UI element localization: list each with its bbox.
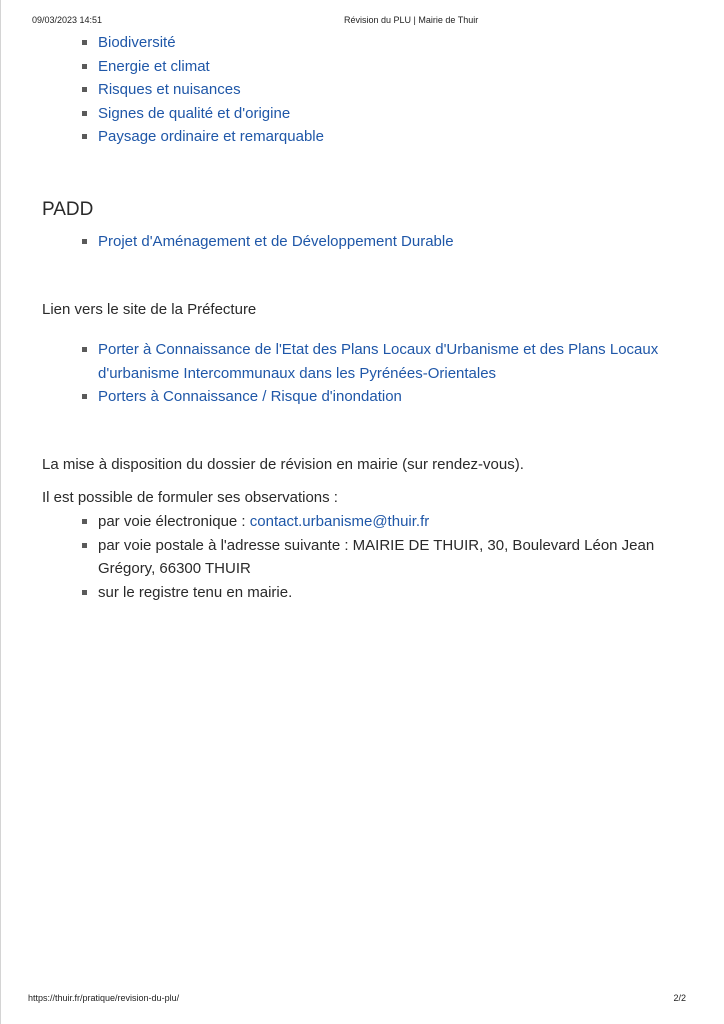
link-energie-climat[interactable]: Energie et climat [98,57,210,75]
square-bullet-icon [82,134,87,139]
print-datetime: 09/03/2023 14:51 [32,15,103,25]
email-link[interactable]: contact.urbanisme@thuir.fr [249,513,430,530]
square-bullet-icon [82,40,87,45]
list-item [82,385,692,409]
list-item [82,55,324,79]
prefecture-link-list [82,338,692,409]
square-bullet-icon [82,519,87,524]
link-signes-qualite[interactable]: Signes de qualité et d'origine [98,104,291,122]
link-line-1: Porter à Connaissance de l'Etat des Plans Locaux d'Urbanisme et des Plans Locaux [98,341,659,358]
square-bullet-icon [82,543,87,548]
link-risque-inondation[interactable]: Porters à Connaissance / Risque d'inondation [98,388,402,405]
prefecture-label: Lien vers le site de la Préfecture [42,301,257,318]
list-item [82,510,692,534]
electronic-prefix: par voie électronique : [98,513,250,530]
list-item [82,125,324,149]
link-porter-a-connaissance-plu[interactable] [98,341,658,382]
postal-address-line-2: Grégory, 66300 THUIR [98,560,251,577]
square-bullet-icon [82,87,87,92]
square-bullet-icon [82,111,87,116]
page-edge-line [0,0,1,1024]
link-padd-document[interactable]: Projet d'Aménagement et de Développement Durable [98,233,454,250]
print-footer [28,993,686,1007]
observations-list [82,510,692,604]
square-bullet-icon [82,64,87,69]
padd-link-list [82,230,454,254]
print-page-title: Révision du PLU | Mairie de Thuir [344,15,479,25]
postal-address-line-1: par voie postale à l'adresse suivante : MAIRIE DE THUIR, 30, Boulevard Léon Jean [98,536,655,554]
register-text: sur le registre tenu en mairie. [98,583,293,601]
square-bullet-icon [82,590,87,595]
padd-heading: PADD [42,199,94,220]
list-item [82,31,324,55]
mise-a-disposition-text: La mise à disposition du dossier de révision en mairie (sur rendez-vous). [42,456,524,473]
page-number: 2/2 [673,993,686,1003]
square-bullet-icon [82,347,87,352]
list-item [82,230,454,254]
list-item [82,338,692,385]
observations-intro: Il est possible de formuler ses observations : [42,489,338,506]
print-page-url: https://thuir.fr/pratique/revision-du-plu/ [28,993,180,1003]
link-biodiversite[interactable]: Biodiversité [98,34,176,51]
link-risques-nuisances[interactable]: Risques et nuisances [98,81,241,98]
list-item [82,534,692,581]
theme-link-list [82,31,324,149]
square-bullet-icon [82,394,87,399]
link-line-2: d'urbanisme Intercommunaux dans les Pyrénées-Orientales [98,364,497,382]
list-item [82,102,324,126]
link-paysage[interactable]: Paysage ordinaire et remarquable [98,128,324,145]
square-bullet-icon [82,239,87,244]
list-item [82,78,324,102]
print-header [32,15,692,29]
list-item [82,581,692,605]
